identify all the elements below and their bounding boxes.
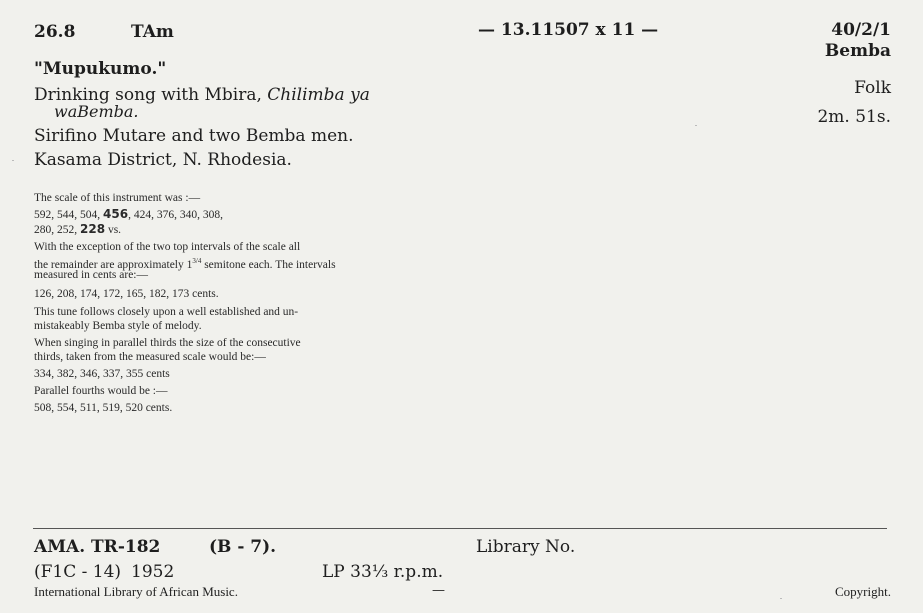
fraction: 3/4	[192, 257, 202, 265]
note-line: Parallel fourths would be :—	[34, 385, 168, 397]
note-line: mistakeably Bemba style of melody.	[34, 320, 202, 332]
note-line-scale	[34, 208, 223, 221]
catalog-number: AMA. TR-182	[34, 537, 161, 557]
library-number-label: Library No.	[476, 537, 576, 557]
matrix-number: — 13.11507 x 11 —	[478, 20, 659, 40]
scale-values: 592, 544, 504,	[34, 209, 103, 221]
cents-values: 126, 208, 174, 172, 165, 182, 173 cents.	[34, 288, 219, 300]
description-instrument-cont: waBemba.	[54, 102, 139, 121]
scale-value-bold: 456	[103, 207, 129, 221]
note-text: the remainder are approximately 1	[34, 258, 193, 271]
scale-value-bold-2: 228	[80, 222, 106, 236]
publisher: International Library of African Music.	[34, 584, 238, 599]
note-line: With the exception of the two top intervals of the scale all	[34, 241, 301, 253]
scan-speck	[695, 125, 697, 126]
note-line: When singing in parallel thirds the size of the consecutive	[34, 337, 301, 349]
fourths-values: 508, 554, 511, 519, 520 cents.	[34, 402, 173, 414]
thirds-values: 334, 382, 346, 337, 355 cents	[34, 368, 170, 380]
scale-values-cont: , 424, 376, 340, 308,	[128, 209, 223, 221]
song-title: "Mupukumo."	[34, 59, 167, 79]
scale-values-end: vs.	[105, 224, 122, 236]
description-instrument: Chilimba ya	[267, 85, 370, 105]
note-line: The scale of this instrument was :—	[34, 192, 201, 204]
card-number: 26.8	[34, 22, 76, 42]
footer-year: 1952	[131, 562, 175, 582]
tribe-name: Bemba	[824, 41, 891, 61]
record-format: LP 33⅓ r.p.m.	[322, 562, 444, 582]
footer-dash: —	[432, 583, 445, 598]
description-text: Drinking song with Mbira,	[34, 85, 268, 105]
reference-number: 40/2/1	[831, 20, 891, 40]
note-text-cont: semitone each. The intervals	[201, 258, 336, 271]
note-line: thirds, taken from the measured scale would be:—	[34, 351, 266, 363]
footer-code: (F1C - 14)	[34, 562, 122, 582]
note-line-scale-2	[34, 223, 121, 236]
note-line: measured in cents are:—	[34, 269, 148, 281]
copyright: Copyright.	[835, 584, 891, 599]
scale-values-2: 280, 252,	[34, 224, 80, 236]
description-continuation	[54, 102, 139, 121]
scan-speck	[780, 598, 782, 599]
category-label: Folk	[854, 78, 891, 98]
footer-divider	[33, 528, 887, 529]
note-line: This tune follows closely upon a well established and un-	[34, 306, 299, 318]
series-number: (B - 7).	[209, 537, 277, 557]
track-code: TAm	[131, 22, 174, 42]
performers: Sirifino Mutare and two Bemba men.	[34, 126, 354, 146]
scan-speck	[12, 160, 14, 161]
location: Kasama District, N. Rhodesia.	[34, 150, 292, 170]
duration-label: 2m. 51s.	[817, 107, 891, 127]
